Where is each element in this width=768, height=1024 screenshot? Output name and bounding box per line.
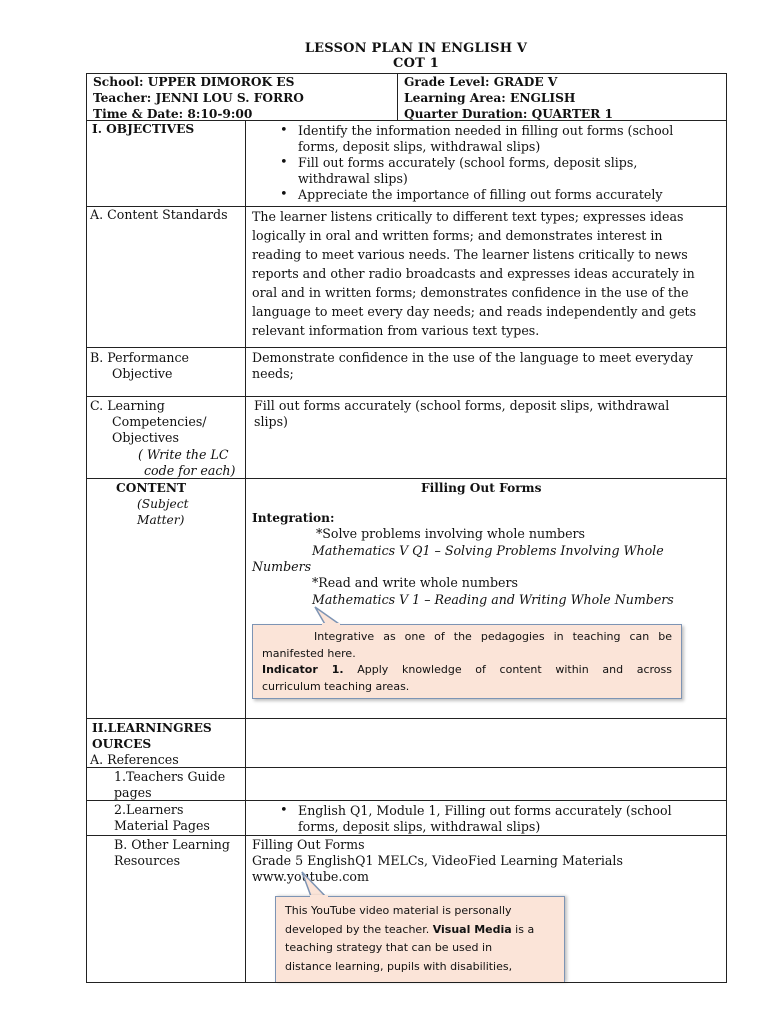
callout-seam-2 [310, 895, 328, 898]
callout-text: manifested here. [262, 646, 356, 660]
callout-text: curriculum teaching areas. [262, 679, 410, 693]
indicator-callout [252, 624, 682, 699]
objectives-list [250, 123, 720, 203]
callout-text: This YouTube video material is personally [285, 904, 512, 917]
lc-code-note-2: code for each) [144, 463, 236, 478]
teachers-guide-label: 1.Teachers Guide [114, 769, 226, 784]
other-resources-list: Filling Out Forms Grade 5 EnglishQ1 MELCs, VideoFied Learning Materials www.youtube.com [252, 837, 722, 885]
table-bottom-border [86, 982, 727, 983]
objective-item: • Fill out forms accurately (school forms, deposit slips, withdrawal slips) [250, 155, 720, 187]
row-divider [86, 347, 727, 348]
table-right-border [726, 73, 727, 983]
references-label: A. References [90, 752, 179, 767]
time-date: Time & Date: 8:10-9:00 [93, 107, 253, 121]
teachers-guide-label-2: pages [114, 785, 152, 800]
callout-text: developed by the teacher. Visual Media is a [285, 922, 535, 936]
row-divider [86, 767, 727, 768]
learners-material-list [250, 803, 720, 835]
content-standards-label: A. Content Standards [90, 207, 228, 222]
subject-matter-note: (Subject [137, 497, 189, 511]
objective-item: • Identify the information needed in filling out forms (school forms, deposit slips, withdrawal slips) [250, 123, 720, 155]
other-resources-label: B. Other Learning [114, 837, 230, 852]
callout-seam [322, 623, 340, 626]
callout-text: teaching strategy that can be used in [285, 941, 493, 954]
integration-reference-1b: Numbers [252, 559, 312, 574]
learners-material-label: 2.Learners [114, 802, 184, 817]
performance-label: B. Performance [90, 350, 189, 365]
content-standards-text: The learner listens critically to different text types; expresses ideas logically in oral and written forms; and demonstrates interest in reading to meet various needs. The learner listens critically to news reports and other radio broadcasts and expresses ideas accurately in oral and in written forms; demonstrates confidence in the use of the language to meet every day needs; and reads independently and gets relevant information from various text types. [252, 209, 697, 338]
learners-material-label-2: Material Pages [114, 818, 210, 833]
row-divider [86, 835, 727, 836]
callout-text: distance learning, pupils with disabilities, [285, 959, 513, 973]
competencies-label: C. Learning [90, 398, 165, 413]
performance-label-2: Objective [112, 366, 173, 381]
integration-math-1: *Solve problems involving whole numbers [316, 526, 586, 541]
callout-text: Integrative as one of the pedagogies in teaching can be [314, 630, 672, 643]
callout-text: Indicator 1. Apply knowledge of content within and across [262, 663, 672, 676]
learning-area: Learning Area: ENGLISH [404, 91, 576, 105]
visual-media-callout [275, 896, 565, 982]
column-divider [245, 120, 246, 983]
row-divider [86, 800, 727, 801]
content-heading: Filling Out Forms [421, 481, 542, 495]
document-title: LESSON PLAN IN ENGLISH V [304, 41, 528, 56]
other-resources-label-2: Resources [114, 853, 181, 868]
integration-reference-2: Mathematics V 1 – Reading and Writing Whole Numbers [312, 592, 674, 607]
competencies-text: Fill out forms accurately (school forms, deposit slips, withdrawal slips) [254, 398, 670, 429]
resources-label: II.LEARNINGRES [92, 721, 212, 735]
info-divider [397, 73, 398, 121]
content-label: CONTENT [116, 481, 187, 495]
objectives-label: I. OBJECTIVES [92, 122, 195, 136]
integration-math-2: *Read and write whole numbers [312, 575, 518, 590]
performance-text: Demonstrate confidence in the use of the language to meet everyday needs; [252, 350, 693, 381]
lc-code-note: ( Write the LC [138, 447, 229, 462]
learners-material-item: • English Q1, Module 1, Filling out forms accurately (school forms, deposit slips, withdrawal slips) [250, 803, 720, 835]
integration-reference-1: Mathematics V Q1 – Solving Problems Involving Whole [312, 543, 664, 558]
subject-matter-note-2: Matter) [137, 513, 185, 527]
resources-label-2: OURCES [92, 737, 152, 751]
objective-item: • Appreciate the importance of filling out forms accurately [250, 187, 720, 203]
row-divider [86, 396, 727, 397]
competencies-label-2: Competencies/ [112, 414, 207, 429]
quarter-duration: Quarter Duration: QUARTER 1 [404, 107, 614, 121]
teacher-name: Teacher: JENNI LOU S. FORRO [93, 91, 304, 105]
grade-level: Grade Level: GRADE V [404, 75, 558, 89]
row-divider [86, 718, 727, 719]
competencies-label-3: Objectives [112, 430, 179, 445]
table-left-border [86, 73, 87, 983]
integration-label: Integration: [252, 511, 335, 525]
school-name: School: UPPER DIMOROK ES [93, 75, 295, 89]
document-subtitle: COT 1 [393, 56, 439, 71]
youtube-link[interactable]: www.youtube.com [252, 869, 369, 884]
